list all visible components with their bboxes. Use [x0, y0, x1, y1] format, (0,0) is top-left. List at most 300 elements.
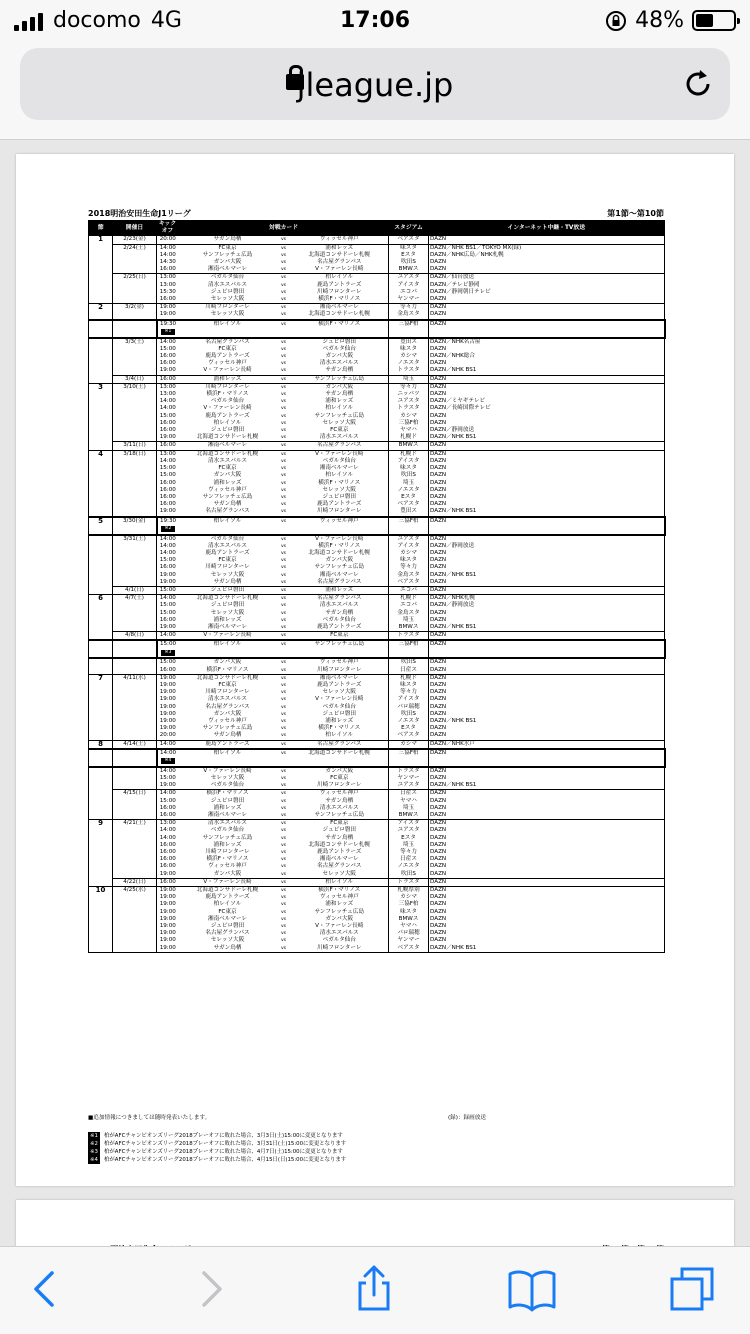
table-row	[89, 266, 665, 274]
stadium-cell: Eスタ	[389, 725, 429, 732]
stadium-cell: 吹田S	[389, 658, 429, 666]
away-team-cell: 川崎フロンターレ	[317, 782, 362, 789]
footnote-marker: ※4	[161, 758, 176, 764]
home-team-cell: 名古屋グランパス	[205, 930, 250, 937]
table-row	[89, 849, 665, 856]
kickoff-cell: 19:00	[159, 915, 176, 922]
broadcast-cell: DAZN	[429, 863, 665, 870]
kickoff-cell: 19:00	[157, 887, 179, 895]
broadcast-cell: DAZN／静岡放送	[429, 427, 665, 434]
vs-cell: vs	[280, 835, 287, 841]
vs-cell: vs	[277, 632, 291, 641]
stadium-cell: エコパ	[389, 289, 429, 296]
kickoff-time: 15:00	[159, 641, 177, 648]
vs-cell: vs	[280, 902, 287, 908]
stadium-cell: 三協F柏	[389, 320, 429, 338]
away-team-cell: ヴィッセル神戸	[291, 236, 389, 244]
stadium-cell: BMWス	[389, 266, 429, 274]
kickoff-cell	[157, 517, 179, 535]
vs-cell: vs	[280, 297, 287, 303]
broadcast-cell: DAZN	[429, 375, 665, 383]
section-cell	[89, 767, 113, 775]
vs-cell: vs	[280, 931, 287, 937]
section-cell	[89, 798, 113, 805]
footnote-marker: ※3	[161, 650, 176, 656]
stadium-cell: BMWス	[389, 916, 429, 923]
home-team-cell: 名古屋グランパス	[179, 338, 277, 346]
section-cell	[89, 311, 113, 319]
vs-cell: vs	[280, 346, 287, 352]
vs-cell: vs	[280, 871, 287, 877]
kickoff-cell	[157, 320, 179, 338]
section-cell	[89, 458, 113, 465]
date-cell	[113, 543, 157, 550]
kickoff-cell: 16:00	[159, 360, 176, 367]
broadcast-cell: DAZN	[429, 472, 665, 479]
away-team-cell: 浦和レッズ	[325, 901, 354, 908]
stadium-cell: 日産ス	[389, 856, 429, 863]
date-cell: 3/10(土)	[113, 383, 157, 391]
date-cell	[113, 749, 157, 767]
section-cell	[89, 266, 113, 274]
table-row	[89, 640, 665, 658]
date-cell	[113, 480, 157, 487]
table-row	[89, 427, 665, 434]
kickoff-cell: 20:00	[157, 236, 179, 244]
stadium-cell: ニッパツ	[389, 391, 429, 398]
section-cell	[89, 480, 113, 487]
table-row	[89, 871, 665, 879]
table-row	[89, 901, 665, 908]
kickoff-cell: 16:00	[157, 878, 179, 886]
vs-cell: vs	[280, 509, 287, 515]
home-team-cell: 湘南ベルマーレ	[207, 623, 248, 630]
forward-icon[interactable]	[186, 1265, 234, 1313]
away-team-cell: 川崎フロンターレ	[317, 944, 362, 951]
date-cell	[113, 320, 157, 338]
table-row	[89, 674, 665, 682]
broadcast-cell: DAZN／NHK BS1	[429, 945, 665, 953]
stadium-cell: 札幌ド	[389, 450, 429, 458]
away-team-cell: ヴィッセル神戸	[291, 517, 389, 535]
date-cell: 4/1(日)	[113, 586, 157, 594]
home-team-cell: 湘南ベルマーレ	[179, 442, 277, 450]
date-cell: 2/25(日)	[113, 274, 157, 282]
table-row	[89, 937, 665, 944]
section-cell	[89, 749, 113, 767]
date-cell: 4/11(水)	[113, 674, 157, 682]
away-team-cell: ヴィッセル神戸	[291, 790, 389, 798]
stadium-cell: アイスタ	[389, 543, 429, 550]
back-icon[interactable]	[22, 1265, 70, 1313]
stadium-cell: アイスタ	[389, 458, 429, 465]
table-row	[89, 289, 665, 296]
pdf-viewer[interactable]	[0, 140, 750, 1246]
section-cell	[89, 420, 113, 427]
table-row	[89, 909, 665, 916]
broadcast-cell: DAZN	[429, 871, 665, 879]
table-row	[89, 579, 665, 587]
vs-cell: vs	[280, 711, 287, 717]
section-cell: 4	[89, 450, 113, 458]
kickoff-cell: 14:00	[159, 542, 176, 549]
date-cell	[113, 863, 157, 870]
away-team-cell: サガン鳥栖	[325, 391, 354, 398]
pdf-page	[16, 154, 734, 1186]
header-kickoff: キックオフ	[157, 221, 179, 236]
broadcast-cell: DAZN	[429, 383, 665, 391]
date-cell	[113, 658, 157, 666]
home-team-cell: 名古屋グランパス	[205, 508, 250, 515]
date-cell: 4/22(日)	[113, 878, 157, 886]
kickoff-time: 19:30	[159, 517, 177, 524]
date-cell	[113, 923, 157, 930]
away-team-cell: 浦和レッズ	[325, 398, 354, 405]
broadcast-cell: DAZN	[429, 320, 665, 338]
kickoff-cell: 16:00	[159, 863, 176, 870]
table-row	[89, 930, 665, 937]
vs-cell: vs	[277, 274, 291, 282]
kickoff-cell: 19:00	[159, 894, 176, 901]
section-cell	[89, 508, 113, 516]
kickoff-cell: 15:00	[159, 602, 176, 609]
vs-cell: vs	[277, 790, 291, 798]
date-cell	[113, 767, 157, 775]
kickoff-cell: 19:00	[159, 944, 176, 951]
kickoff-cell: 16:00	[159, 564, 176, 571]
table-row	[89, 458, 665, 465]
section-cell	[89, 398, 113, 405]
away-team-cell: サンフレッチェ広島	[314, 564, 365, 571]
stadium-cell: 三協F柏	[389, 749, 429, 767]
section-cell	[89, 338, 113, 346]
section-cell	[89, 863, 113, 870]
home-team-cell: セレッソ大阪	[210, 296, 245, 303]
broadcast-cell: DAZN	[429, 732, 665, 740]
home-team-cell: ガンバ大阪	[213, 659, 242, 666]
date-cell	[113, 835, 157, 842]
kickoff-cell: 14:00	[159, 827, 176, 834]
home-team-cell: 川崎フロンターレ	[179, 304, 277, 312]
kickoff-cell: 14:00	[157, 632, 179, 641]
vs-cell: vs	[280, 368, 287, 374]
kickoff-time: 19:30	[159, 320, 177, 327]
away-team-cell: 湘南ベルマーレ	[319, 856, 359, 863]
broadcast-cell: DAZN／静岡放送	[429, 602, 665, 609]
stadium-cell: ノエスタ	[389, 360, 429, 367]
broadcast-cell: DAZN	[429, 790, 665, 798]
home-team-cell: サンフレッチェ広島	[202, 493, 253, 500]
section-cell	[89, 442, 113, 450]
date-cell	[113, 916, 157, 923]
vs-cell: vs	[280, 667, 287, 673]
home-team-cell: 浦和レッズ	[179, 375, 277, 383]
footnote-text: 柏がAFCチャンピオンズリーグ2018プレーオフに敗れた場合、4月7日(土)15:00に変更となります	[104, 1149, 343, 1155]
away-team-cell: ベガルタ仙台	[322, 457, 356, 464]
bookmarks-icon[interactable]	[508, 1265, 556, 1313]
broadcast-cell: DAZN／NHK BS1	[429, 718, 665, 725]
notes	[88, 1114, 664, 1122]
kickoff-cell: 19:00	[159, 367, 176, 374]
broadcast-cell: DAZN	[429, 413, 665, 420]
broadcast-cell: DAZN	[429, 674, 665, 682]
reload-icon[interactable]	[680, 66, 716, 102]
stadium-cell: アイスタ	[389, 282, 429, 289]
section-cell	[89, 856, 113, 863]
vs-cell: vs	[280, 909, 287, 915]
table-row	[89, 812, 665, 820]
vs-cell: vs	[280, 660, 287, 666]
kickoff-cell: 14:00	[159, 405, 176, 412]
kickoff-cell: 19:00	[157, 674, 179, 682]
kickoff-cell: 14:00	[157, 740, 179, 749]
broadcast-cell: DAZN	[429, 487, 665, 494]
broadcast-cell: DAZN	[429, 420, 665, 427]
vs-cell: vs	[277, 244, 291, 252]
home-team-cell: 川崎フロンターレ	[205, 849, 250, 856]
away-team-cell: 名古屋グランパス	[317, 259, 362, 266]
home-team-cell: V・ファーレン長崎	[203, 367, 252, 374]
date-cell	[113, 311, 157, 319]
date-cell	[113, 252, 157, 259]
table-row	[89, 282, 665, 289]
table-row	[89, 740, 665, 749]
away-team-cell: 川崎フロンターレ	[317, 288, 362, 295]
vs-cell: vs	[280, 435, 287, 441]
home-team-cell: ジュビロ磐田	[179, 586, 277, 594]
home-team-cell: 北海道コンサドーレ札幌	[179, 887, 277, 895]
broadcast-cell: DAZN／NHK BS1	[429, 782, 665, 790]
date-cell	[113, 718, 157, 725]
section-cell	[89, 805, 113, 812]
url-text[interactable]: jleague.jp	[296, 66, 454, 104]
vs-cell: vs	[277, 740, 291, 749]
broadcast-cell: DAZN	[429, 909, 665, 916]
stadium-cell: 味スタ	[389, 557, 429, 564]
kickoff-cell: 19:00	[159, 710, 176, 717]
table-row	[89, 494, 665, 501]
stadium-cell: BMWス	[389, 624, 429, 632]
stadium-cell: ヤンマー	[389, 937, 429, 944]
date-cell	[113, 689, 157, 696]
section-cell: 7	[89, 674, 113, 682]
header-section: 節	[89, 221, 113, 236]
date-cell	[113, 487, 157, 494]
stadium-cell: 等々力	[389, 689, 429, 696]
stadium-cell: 金鳥スタ	[389, 311, 429, 319]
broadcast-cell: DAZN	[429, 610, 665, 617]
vs-cell: vs	[280, 392, 287, 398]
kickoff-cell: 16:00	[157, 375, 179, 383]
broadcast-cell: DAZN	[429, 827, 665, 834]
home-team-cell: ヴィッセル神戸	[208, 360, 247, 367]
broadcast-cell: DAZN／NHK総合	[429, 353, 665, 360]
kickoff-cell: 14:00	[157, 244, 179, 252]
section-cell	[89, 704, 113, 711]
home-team-cell: ベガルタ仙台	[210, 398, 245, 405]
vs-cell: vs	[277, 383, 291, 391]
away-team-cell: 北海道コンサドーレ札幌	[291, 749, 389, 767]
away-team-cell: 横浜F・マリノス	[291, 320, 389, 338]
broadcast-cell: DAZN／仙台放送	[429, 274, 665, 282]
broadcast-cell: DAZN	[429, 878, 665, 886]
away-team-cell: 湘南ベルマーレ	[291, 304, 389, 312]
table-row	[89, 465, 665, 472]
clock: 17:06	[339, 8, 411, 33]
away-team-cell: サンフレッチェ広島	[291, 375, 389, 383]
footnote-text: 柏がAFCチャンピオンズリーグ2018プレーオフに敗れた場合、4月15日(日)15:00に変更となります	[104, 1157, 347, 1163]
home-team-cell: 横浜F・マリノス	[206, 856, 249, 863]
stadium-cell: ノエスタ	[389, 487, 429, 494]
kickoff-cell: 19:00	[159, 508, 176, 515]
home-team-cell: ジュビロ磐田	[210, 923, 245, 930]
stadium-cell: ユアスタ	[389, 782, 429, 790]
table-row	[89, 894, 665, 901]
stadium-cell: 三協F柏	[389, 901, 429, 908]
table-row	[89, 689, 665, 696]
kickoff-cell: 15:00	[159, 412, 176, 419]
table-row	[89, 767, 665, 775]
broadcast-cell: DAZN	[429, 798, 665, 805]
stadium-cell: 埼玉	[389, 480, 429, 487]
table-row	[89, 360, 665, 367]
kickoff-cell: 19:00	[159, 923, 176, 930]
kickoff-cell: 14:00	[157, 595, 179, 603]
away-team-cell: ガンバ大阪	[325, 353, 354, 360]
stadium-cell: 味スタ	[389, 465, 429, 472]
tabs-icon[interactable]	[668, 1265, 716, 1313]
date-cell	[113, 602, 157, 609]
section-cell	[89, 535, 113, 543]
date-cell	[113, 367, 157, 375]
vs-cell: vs	[280, 726, 287, 732]
date-cell	[113, 550, 157, 557]
broadcast-cell: DAZN	[429, 725, 665, 732]
date-cell	[113, 434, 157, 442]
table-row	[89, 244, 665, 252]
additional-info-note: ■追加情報につきましては随時発表いたします。	[88, 1115, 211, 1121]
date-cell: 3/3(土)	[113, 338, 157, 346]
stadium-cell: 札幌ド	[389, 674, 429, 682]
table-row	[89, 338, 665, 346]
vs-cell: vs	[277, 640, 291, 658]
home-team-cell: 横浜F・マリノス	[206, 666, 249, 673]
section-cell	[89, 711, 113, 718]
broadcast-cell: DAZN	[429, 704, 665, 711]
kickoff-cell: 19:00	[159, 901, 176, 908]
home-team-cell: 湘南ベルマーレ	[207, 915, 248, 922]
home-team-cell: サガン鳥栖	[213, 501, 242, 508]
table-row	[89, 367, 665, 375]
away-team-cell: サガン鳥栖	[325, 797, 354, 804]
kickoff-cell: 15:00	[159, 345, 176, 352]
broadcast-cell: DAZN	[429, 494, 665, 501]
vs-cell: vs	[280, 783, 287, 789]
section-cell	[89, 782, 113, 790]
stadium-cell: カシマ	[389, 413, 429, 420]
away-team-cell: サガン鳥栖	[325, 367, 354, 374]
stadium-cell: ベアスタ	[389, 732, 429, 740]
kickoff-cell: 16:00	[159, 841, 176, 848]
section-cell	[89, 346, 113, 353]
stadium-cell: ベアスタ	[389, 501, 429, 508]
address-bar[interactable]	[20, 48, 730, 120]
stadium-cell: ユアスタ	[389, 535, 429, 543]
home-team-cell: 鹿島アントラーズ	[205, 894, 250, 901]
away-team-cell: 名古屋グランパス	[317, 863, 362, 870]
date-cell	[113, 704, 157, 711]
vs-cell: vs	[280, 502, 287, 508]
kickoff-cell: 13:00	[157, 383, 179, 391]
section-cell	[89, 465, 113, 472]
table-header-row	[89, 221, 665, 236]
away-team-cell: 北海道コンサドーレ札幌	[308, 549, 370, 556]
kickoff-cell: 14:00	[159, 767, 176, 774]
broadcast-cell: DAZN	[429, 586, 665, 594]
broadcast-cell: DAZN	[429, 805, 665, 812]
stadium-cell: 三協F柏	[389, 420, 429, 427]
home-team-cell: 鹿島アントラーズ	[205, 353, 250, 360]
section-cell: 6	[89, 595, 113, 603]
stadium-cell: 等々力	[389, 564, 429, 571]
footnote	[88, 1148, 664, 1156]
away-team-cell: 名古屋グランパス	[317, 578, 362, 585]
broadcast-cell: DAZN／NHK広島／NHK札幌	[429, 252, 665, 259]
vs-cell: vs	[280, 420, 287, 426]
stadium-cell: ユアスタ	[389, 827, 429, 834]
footnote-mark: ※1	[88, 1132, 100, 1140]
away-team-cell: ベガルタ仙台	[322, 616, 356, 623]
kickoff-cell: 19:00	[159, 930, 176, 937]
kickoff-cell: 19:00	[159, 689, 176, 696]
broadcast-cell: DAZN	[429, 304, 665, 312]
away-team-cell: ジュビロ磐田	[322, 493, 356, 500]
broadcast-cell: DAZN／ミヤギテレビ	[429, 398, 665, 405]
kickoff-cell: 13:00	[157, 450, 179, 458]
footnote-mark: ※3	[88, 1148, 100, 1156]
vs-cell: vs	[280, 406, 287, 412]
broadcast-cell: DAZN	[429, 465, 665, 472]
table-row	[89, 842, 665, 849]
kickoff-cell	[157, 640, 179, 658]
date-cell	[113, 508, 157, 516]
away-team-cell: 鹿島アントラーズ	[317, 849, 362, 856]
away-team-cell: 鹿島アントラーズ	[317, 681, 362, 688]
share-icon[interactable]	[350, 1265, 398, 1313]
kickoff-cell: 19:00	[157, 304, 179, 312]
date-cell	[113, 391, 157, 398]
broadcast-cell: DAZN	[429, 937, 665, 944]
home-team-cell: 北海道コンサドーレ札幌	[196, 434, 259, 441]
kickoff-cell: 19:00	[159, 782, 176, 789]
date-cell	[113, 259, 157, 266]
vs-cell: vs	[277, 887, 291, 895]
section-cell	[89, 427, 113, 434]
vs-cell: vs	[280, 617, 287, 623]
kickoff-cell: 16:00	[159, 812, 176, 819]
kickoff-cell: 16:00	[159, 266, 176, 273]
table-row	[89, 820, 665, 828]
date-cell	[113, 353, 157, 360]
home-team-cell: FC東京	[179, 244, 277, 252]
broadcast-cell: DAZN	[429, 617, 665, 624]
stadium-cell: ベアスタ	[389, 945, 429, 953]
kickoff-cell: 15:30	[159, 288, 176, 295]
broadcast-cell: DAZN	[429, 346, 665, 353]
stadium-cell: 等々力	[389, 304, 429, 312]
home-team-cell: V・ファーレン長崎	[179, 632, 277, 641]
section-cell	[89, 472, 113, 479]
